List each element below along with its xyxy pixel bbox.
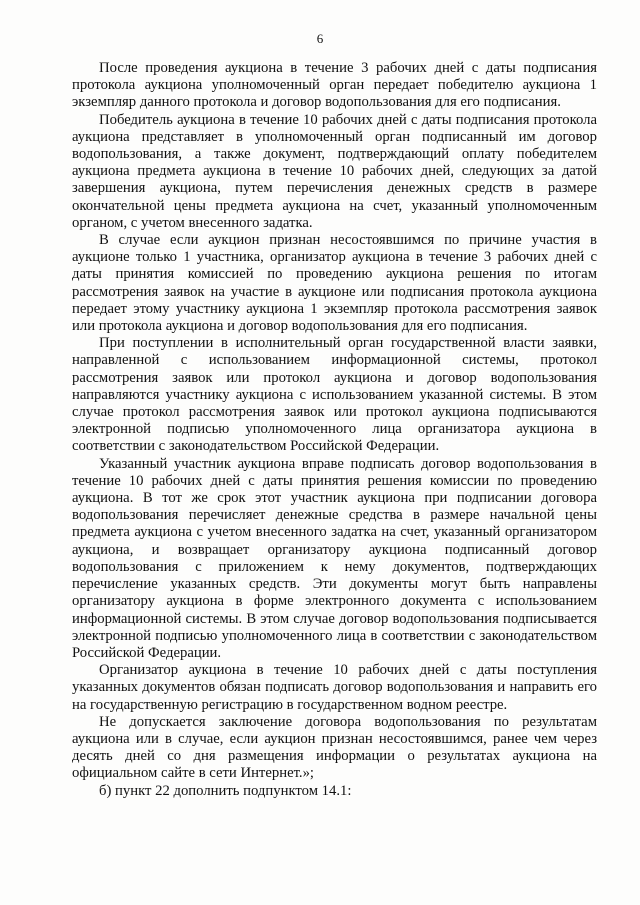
paragraph-subitem-addition: б) пункт 22 дополнить подпунктом 14.1: xyxy=(99,782,352,799)
paragraph-single-participant: В случае если аукцион признан несостоявшимся по причине участия в аукционе только 1 участника, организатор аукциона в течение 3 рабочих дней с даты принятия комиссией по проведению аукциона решения по итогам рассмотрения заявок на участие в аукционе или подписания протокола аукциона передает этому участнику аукциона 1 экземпляр протокола рассмотрения заявок или протокола аукциона и договор водопользования для его подписания. xyxy=(72,232,597,335)
paragraph-participant-signing: Указанный участник аукциона вправе подписать договор водопользования в течение 10 рабочих дней с даты принятия решения комиссии по проведению аукциона. В тот же срок этот участник аукциона при подписании договора водопользования перечисляет денежные средства в размере начальной цены предмета аукциона с учетом внесенного задатка на счет, указанный организатором аукциона, и возвращает организатору аукциона подписанный договор водопользования с приложением к нему документов, подтверждающих перечисление указанных средств. Эти документы могут быть направлены организатору аукциона в форме электронного документа с использованием информационной системы. В этом случае договор водопользования подписывается электронной подписью уполномоченного лица в соответствии с законодательством Российской Федерации. xyxy=(72,455,597,661)
paragraph-winner-payment: Победитель аукциона в течение 10 рабочих дней с даты подписания протокола аукциона представляет в уполномоченный орган подписанный им договор водопользования, а также документ, подтверждающий оплату победителем аукциона предмета аукциона в течение 10 рабочих дней, следующих за датой завершения аукциона, путем перечисления денежных средств в размере окончательной цены предмета аукциона на счет, указанный уполномоченным органом, с учетом внесенного задатка. xyxy=(72,111,597,231)
page-number: 6 xyxy=(316,31,324,46)
paragraph-ten-day-restriction: Не допускается заключение договора водопользования по результатам аукциона или в случае, если аукцион признан несостоявшимся, ранее чем через десять дней со дня размещения информации о результатах аукциона на официальном сайте в сети Интернет.»; xyxy=(72,713,597,782)
document-body xyxy=(72,60,597,800)
paragraph-protocol-transfer: После проведения аукциона в течение 3 рабочих дней с даты подписания протокола аукциона уполномоченный орган передает победителю аукциона 1 экземпляр данного протокола и договор водопользования для его подписания. xyxy=(72,60,597,111)
paragraph-information-system: При поступлении в исполнительный орган государственной власти заявки, направленной с использованием информационной системы, протокол рассмотрения заявок или протокол аукциона и договор водопользования направляются участнику аукциона с использованием указанной системы. В этом случае протокол рассмотрения заявок или протокол аукциона подписываются электронной подписью уполномоченного лица организатора аукциона в соответствии с законодательством Российской Федерации. xyxy=(72,335,597,455)
paragraph-organizer-registration: Организатор аукциона в течение 10 рабочих дней с даты поступления указанных документов обязан подписать договор водопользования и направить его на государственную регистрацию в государственном водном реестре. xyxy=(72,662,597,713)
